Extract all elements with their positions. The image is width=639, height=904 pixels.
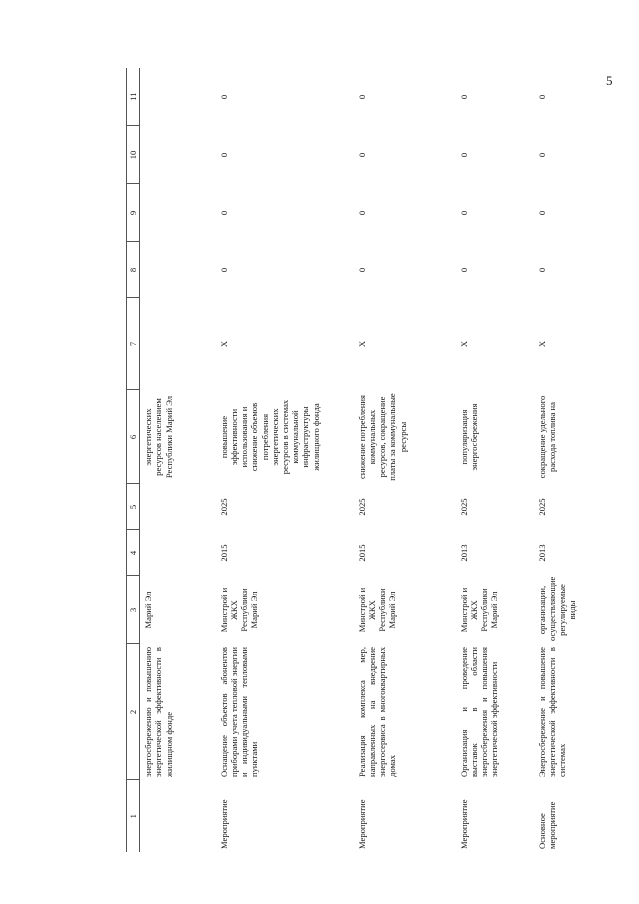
- table-cell-col-1: Мероприятие: [458, 799, 469, 849]
- table-cell-col-2: энергосбережению и повышению энергетической эффективности в жилищном фонде: [143, 647, 174, 777]
- table-cell-col-9: 0: [356, 210, 367, 216]
- column-header-1: 1: [127, 780, 140, 852]
- table-cell-col-3: организации, осуществляющие регулируемые виды: [536, 576, 578, 641]
- table-cell-col-9: 0: [218, 210, 229, 216]
- table-cell-col-11: 0: [356, 94, 367, 100]
- table-cell-col-4: 2015: [356, 544, 367, 562]
- table-cell-col-7: X: [536, 340, 547, 348]
- table-cell-col-5: 2025: [536, 498, 547, 516]
- column-header-5: 5: [127, 484, 140, 530]
- table-cell-col-11: 0: [536, 94, 547, 100]
- table-cell-col-2: Оснащение объектов абонентов приборами учета тепловой энергии и индивидуальными тепловыми пунктами: [218, 647, 260, 777]
- table-cell-col-4: [140, 530, 216, 576]
- table-cell-col-10: 0: [536, 152, 547, 158]
- table-cell-col-5: 2025: [356, 498, 367, 516]
- table-cell-col-11: 0: [218, 94, 229, 100]
- table-cell-col-8: 0: [458, 267, 469, 273]
- table-cell-col-11: [140, 68, 216, 126]
- table-cell-col-10: 0: [458, 152, 469, 158]
- table-cell-col-7: X: [218, 340, 229, 348]
- table-cell-col-6: повышение эффективности использования и снижение объемов потребления энергетических ресурсов в системах коммунальной инфраструктуры жилищного фонда: [218, 399, 321, 475]
- table-cell-col-8: 0: [536, 267, 547, 273]
- table-cell-col-3: Минстрой и ЖКХ Республики Марий Эл: [218, 587, 260, 633]
- table-cell-col-7: X: [458, 340, 469, 348]
- table-cell-col-5: [140, 484, 216, 530]
- column-header-7: 7: [127, 298, 140, 390]
- table-cell-col-8: 0: [356, 267, 367, 273]
- column-header-11: 11: [127, 68, 140, 126]
- table-cell-col-8: [140, 242, 216, 298]
- table-cell-col-9: 0: [458, 210, 469, 216]
- program-measures-table: [126, 68, 639, 852]
- table-cell-col-3: Минстрой и ЖКХ Республики Марий Эл: [458, 587, 500, 633]
- column-header-3: 3: [127, 576, 140, 644]
- table-cell-col-3: Минстрой и ЖКХ Республики Марий Эл: [356, 587, 398, 633]
- table-cell-col-10: 0: [218, 152, 229, 158]
- table-row: [534, 68, 639, 852]
- table-cell-col-9: [140, 184, 216, 242]
- table-cell-col-5: 2025: [458, 498, 469, 516]
- table-cell-col-1: Основное мероприятие: [536, 801, 557, 849]
- table-cell-col-10: [140, 126, 216, 184]
- table-cell-col-1: [140, 780, 216, 852]
- column-number-row: [127, 68, 140, 852]
- table-cell-col-3: Марий Эл: [143, 591, 154, 629]
- table-cell-col-9: 0: [536, 210, 547, 216]
- table-row: [140, 68, 216, 852]
- table-cell-col-11: 0: [458, 94, 469, 100]
- table-row: [456, 68, 534, 852]
- page-number: 5: [606, 73, 613, 88]
- table-cell-col-7: [140, 298, 216, 390]
- table-cell-col-6: энергетических ресурсов населением Республики Марий Эл: [143, 395, 174, 479]
- table-cell-col-4: 2013: [536, 544, 547, 562]
- column-header-8: 8: [127, 242, 140, 298]
- table-cell-col-10: 0: [356, 152, 367, 158]
- column-header-9: 9: [127, 184, 140, 242]
- table-cell-col-2: Реализация комплекса мер, направленных на внедрение энергосервиса в многоквартирных домах: [356, 647, 398, 777]
- table-cell-col-2: Организация и проведение выставок в области энергосбережения и повышения энергетической эффективности: [458, 647, 500, 777]
- rotated-table-page: [126, 68, 636, 852]
- table-cell-col-4: 2015: [218, 544, 229, 562]
- column-header-4: 4: [127, 530, 140, 576]
- table-cell-col-4: 2013: [458, 544, 469, 562]
- table-cell-col-1: Мероприятие: [356, 799, 367, 849]
- table-cell-col-6: сокращение удельного расхода топлива на: [536, 395, 557, 479]
- table-cell-col-7: X: [356, 340, 367, 348]
- table-row: [354, 68, 456, 852]
- table-cell-col-6: снижение потребления коммунальных ресурсов, сокращение платы за коммунальные ресурсы: [356, 393, 408, 481]
- table-cell-col-1: Мероприятие: [218, 799, 229, 849]
- column-header-6: 6: [127, 390, 140, 484]
- table-cell-col-2: Энергосбережение и повышение энергетической эффективности в системах: [536, 647, 568, 777]
- table-row: [216, 68, 354, 852]
- column-header-10: 10: [127, 126, 140, 184]
- table-cell-col-5: 2025: [218, 498, 229, 516]
- table-cell-col-8: 0: [218, 267, 229, 273]
- table-cell-col-6: популяризация энергосбережения: [458, 403, 479, 471]
- column-header-2: 2: [127, 644, 140, 780]
